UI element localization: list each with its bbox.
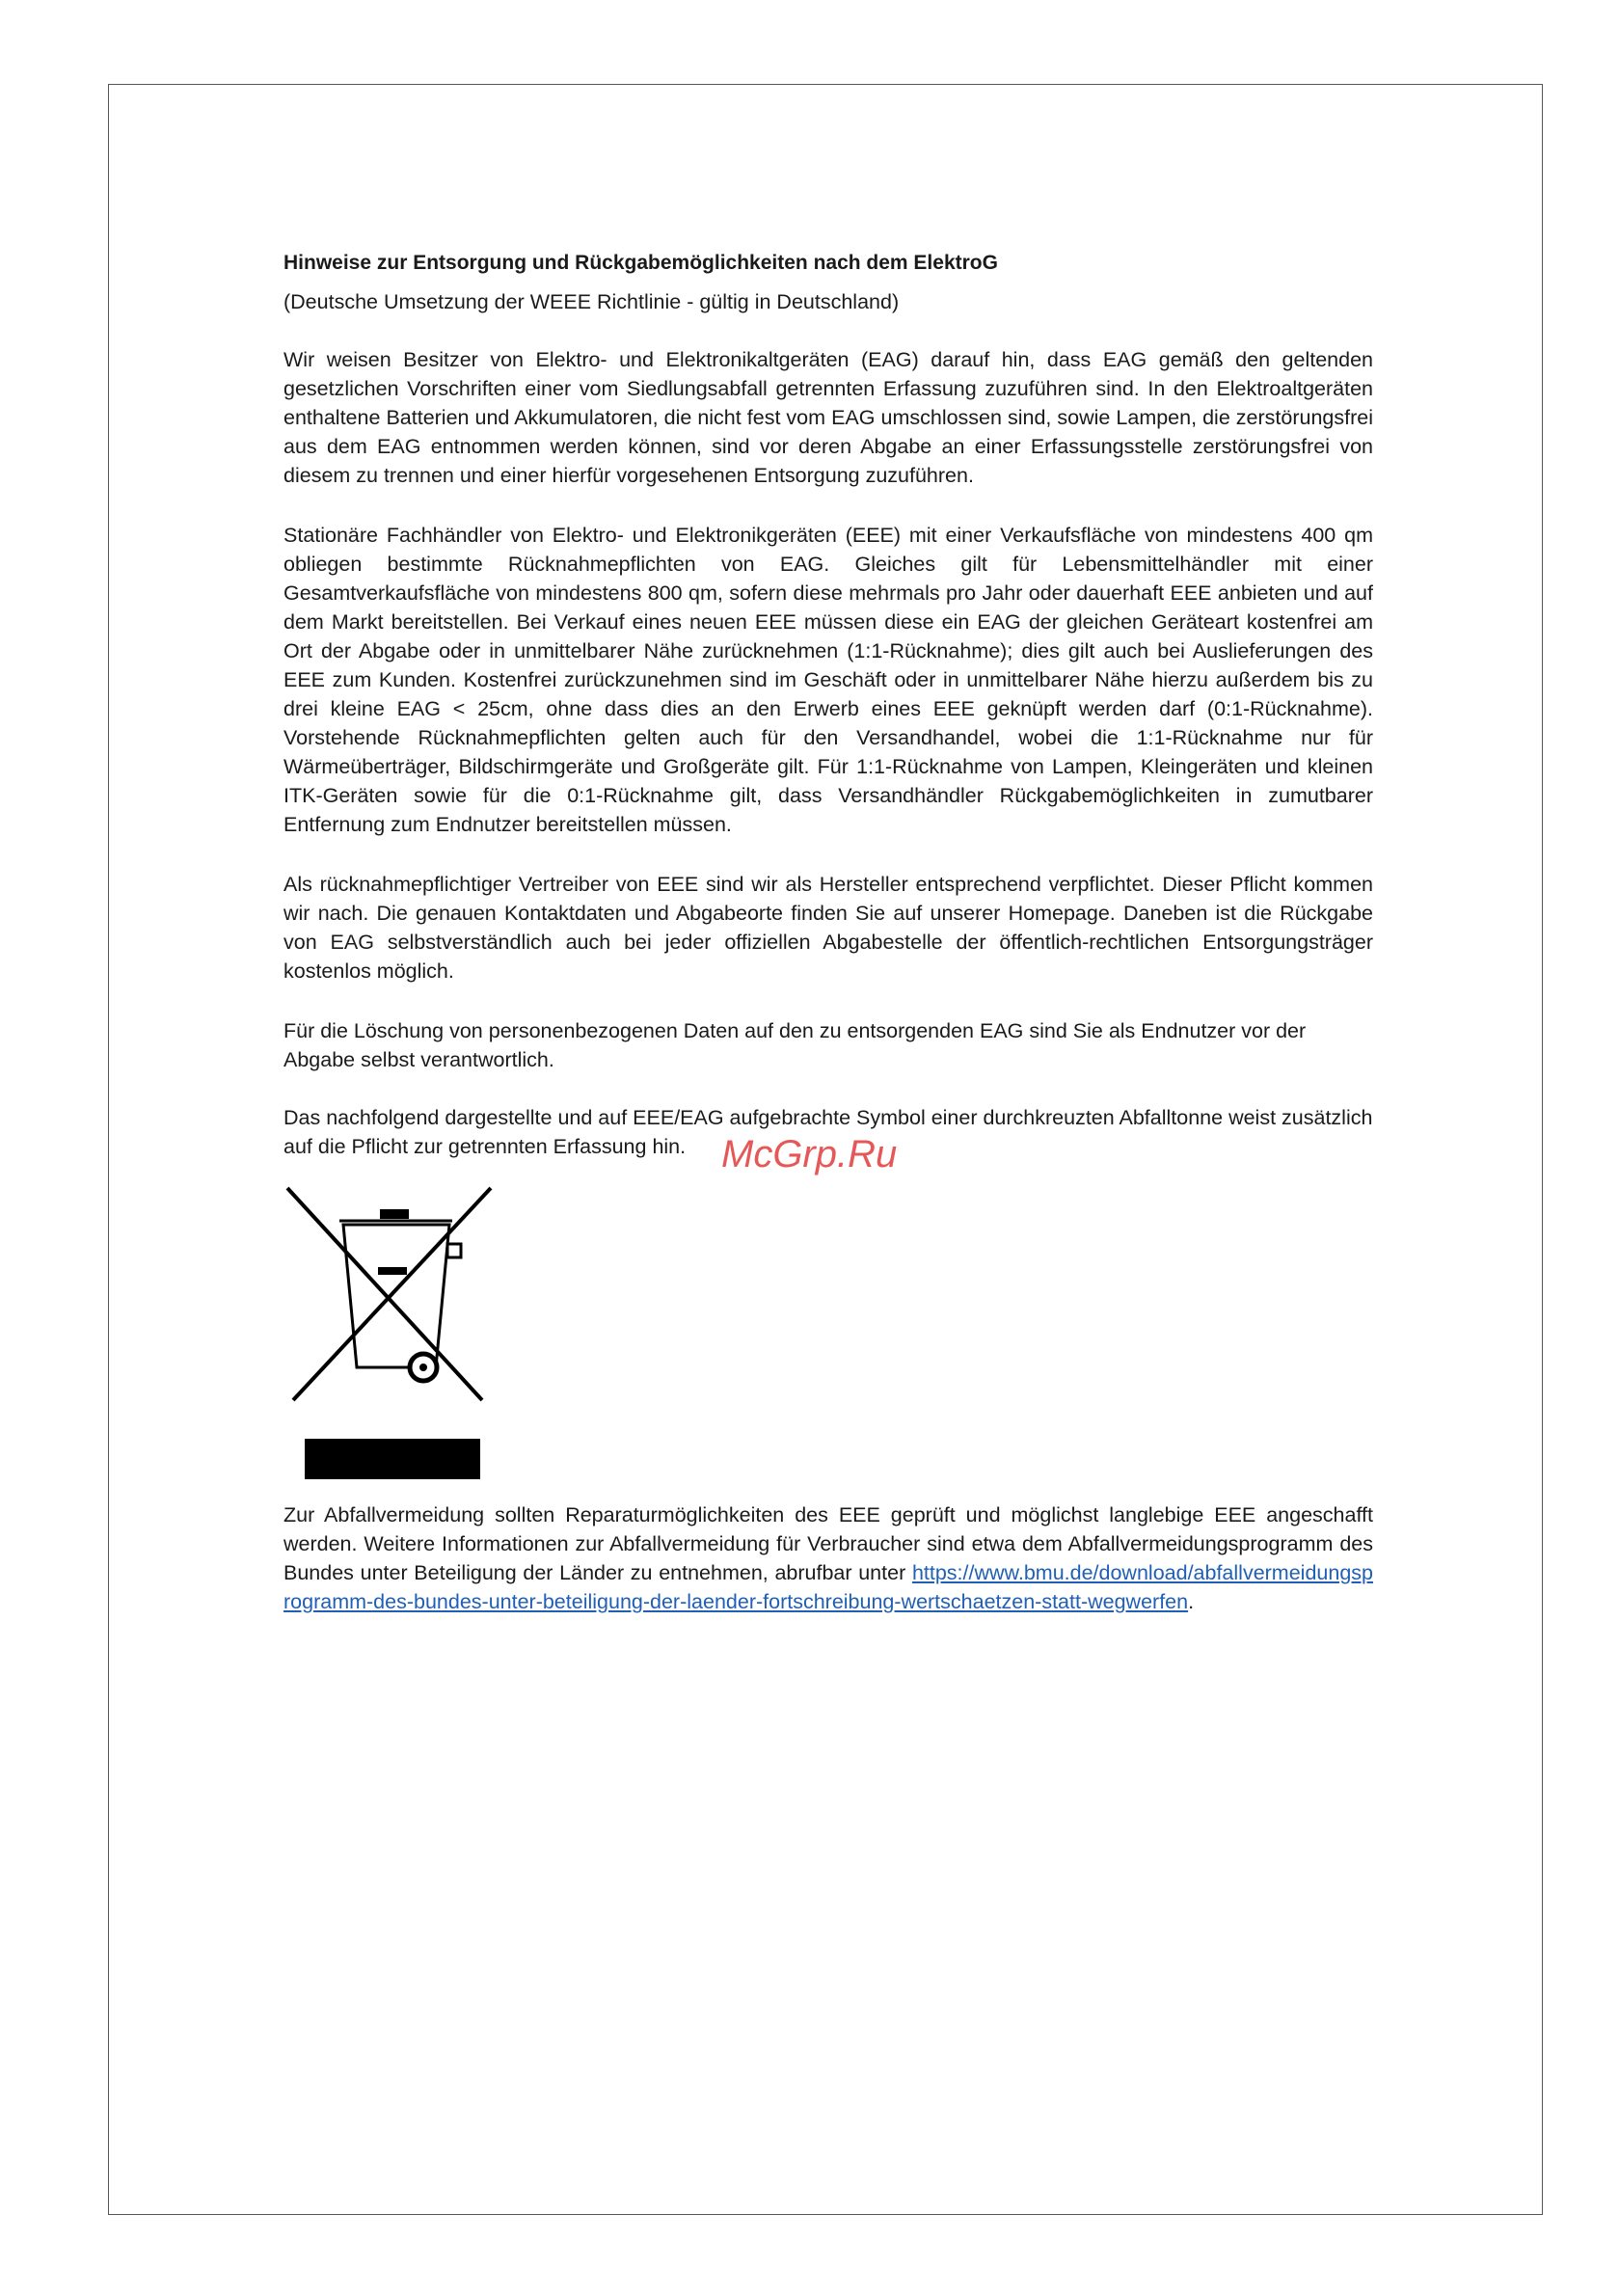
watermark: McGrp.Ru <box>721 1133 898 1175</box>
paragraph-retailer-obligations: Stationäre Fachhändler von Elektro- und Elektronikgeräten (EEE) mit einer Verkaufsfläche von mindestens 400 qm obliegen bestimmte Rücknahmepflichten von EAG. Gleiches gilt für Lebensmittelhändler mit einer Gesamtverkaufsfläche von mindestens 800 qm, sofern diese mehrmals pro Jahr oder dauerhaft EEE anbieten und auf dem Markt bereitstellen. Bei Verkauf eines neuen EEE müssen diese ein EAG der gleichen Geräteart kostenfrei am Ort der Abgabe oder in unmittelbarer Nähe zurücknehmen (1:1-Rücknahme); dies gilt auch bei Auslieferungen des EEE zum Kunden. Kostenfrei zurückzunehmen sind im Geschäft oder in unmittelbarer Nähe hierzu außerdem bis zu drei kleine EAG < 25cm, ohne dass dies an den Erwerb eines EEE geknüpft werden darf (0:1-Rücknahme). Vorstehende Rücknahmepflichten gelten auch für den Versandhandel, wobei die 1:1-Rücknahme nur für Wärmeüberträger, Bildschirmgeräte und Großgeräte gilt. Für 1:1-Rücknahme von Lampen, Kleingeräten und kleinen ITK-Geräten sowie für die 0:1-Rücknahme gilt, dass Versandhändler Rückgabemöglichkeiten in zumutbarer Entfernung zum Endnutzer bereitstellen müssen. <box>283 524 1373 836</box>
paragraph-data-deletion: Für die Löschung von personenbezogenen Daten auf den zu entsorgenden EAG sind Sie als Endnutzer vor der Abgabe selbst verantwortlich. <box>283 1019 1307 1071</box>
bmu-download-link[interactable]: https://www.bmu.de/download/abfallvermeidungsprogramm-des-bundes-unter-beteiligung-der-laender-fortschreibung-wertschaetzen-statt-wegwerfen <box>283 1561 1373 1613</box>
link-suffix: . <box>1188 1590 1195 1613</box>
document-heading: Hinweise zur Entsorgung und Rückgabemöglichkeiten nach dem ElektroG <box>283 252 998 274</box>
waste-prevention-text: Zur Abfallvermeidung sollten Reparaturmöglichkeiten des EEE geprüft und möglichst langlebige EEE angeschafft werden. Weitere Informationen zur Abfallvermeidung für Verbraucher sind etwa dem Abfallvermeidungsprogramm des Bundes unter Beteiligung der Länder zu entnehmen, abrufbar unter <box>283 1503 1373 1584</box>
paragraph-symbol-description: Das nachfolgend dargestellte und auf EEE/EAG aufgebrachte Symbol einer durchkreuzten Abfalltonne weist zusätzlich auf die Pflicht zur getrennten Erfassung hin. <box>283 1106 1373 1158</box>
document-body <box>283 249 1373 1647</box>
paragraph-eag-separation: Wir weisen Besitzer von Elektro- und Elektronikaltgeräten (EAG) darauf hin, dass EAG gemäß den geltenden gesetzlichen Vorschriften einer vom Siedlungsabfall getrennten Erfassung zuzuführen sind. In den Elektroaltgeräten enthaltene Batterien und Akkumulatoren, die nicht fest vom EAG umschlossen sind, sowie Lampen, die zerstörungsfrei aus dem EAG entnommen werden können, sind vor deren Abgabe an einer Erfassungsstelle zerstörungsfrei von diesem zu trennen und einer hierfür vorgesehenen Entsorgung zuzuführen. <box>283 348 1373 487</box>
crossed-out-wheelie-bin-icon <box>283 1182 505 1423</box>
symbol-underline-bar <box>305 1439 480 1479</box>
paragraph-waste-prevention <box>283 1500 1373 1616</box>
paragraph-manufacturer-obligation: Als rücknahmepflichtiger Vertreiber von EEE sind wir als Hersteller entsprechend verpflichtet. Dieser Pflicht kommen wir nach. Die genauen Kontaktdaten und Abgabeorte finden Sie auf unserer Homepage. Daneben ist die Rückgabe von EAG selbstverständlich auch bei jeder offiziellen Abgabestelle der öffentlich-rechtlichen Entsorgungsträger kostenlos möglich. <box>283 873 1373 983</box>
weee-symbol <box>283 1182 515 1491</box>
document-subheading: (Deutsche Umsetzung der WEEE Richtlinie - gültig in Deutschland) <box>283 290 900 313</box>
